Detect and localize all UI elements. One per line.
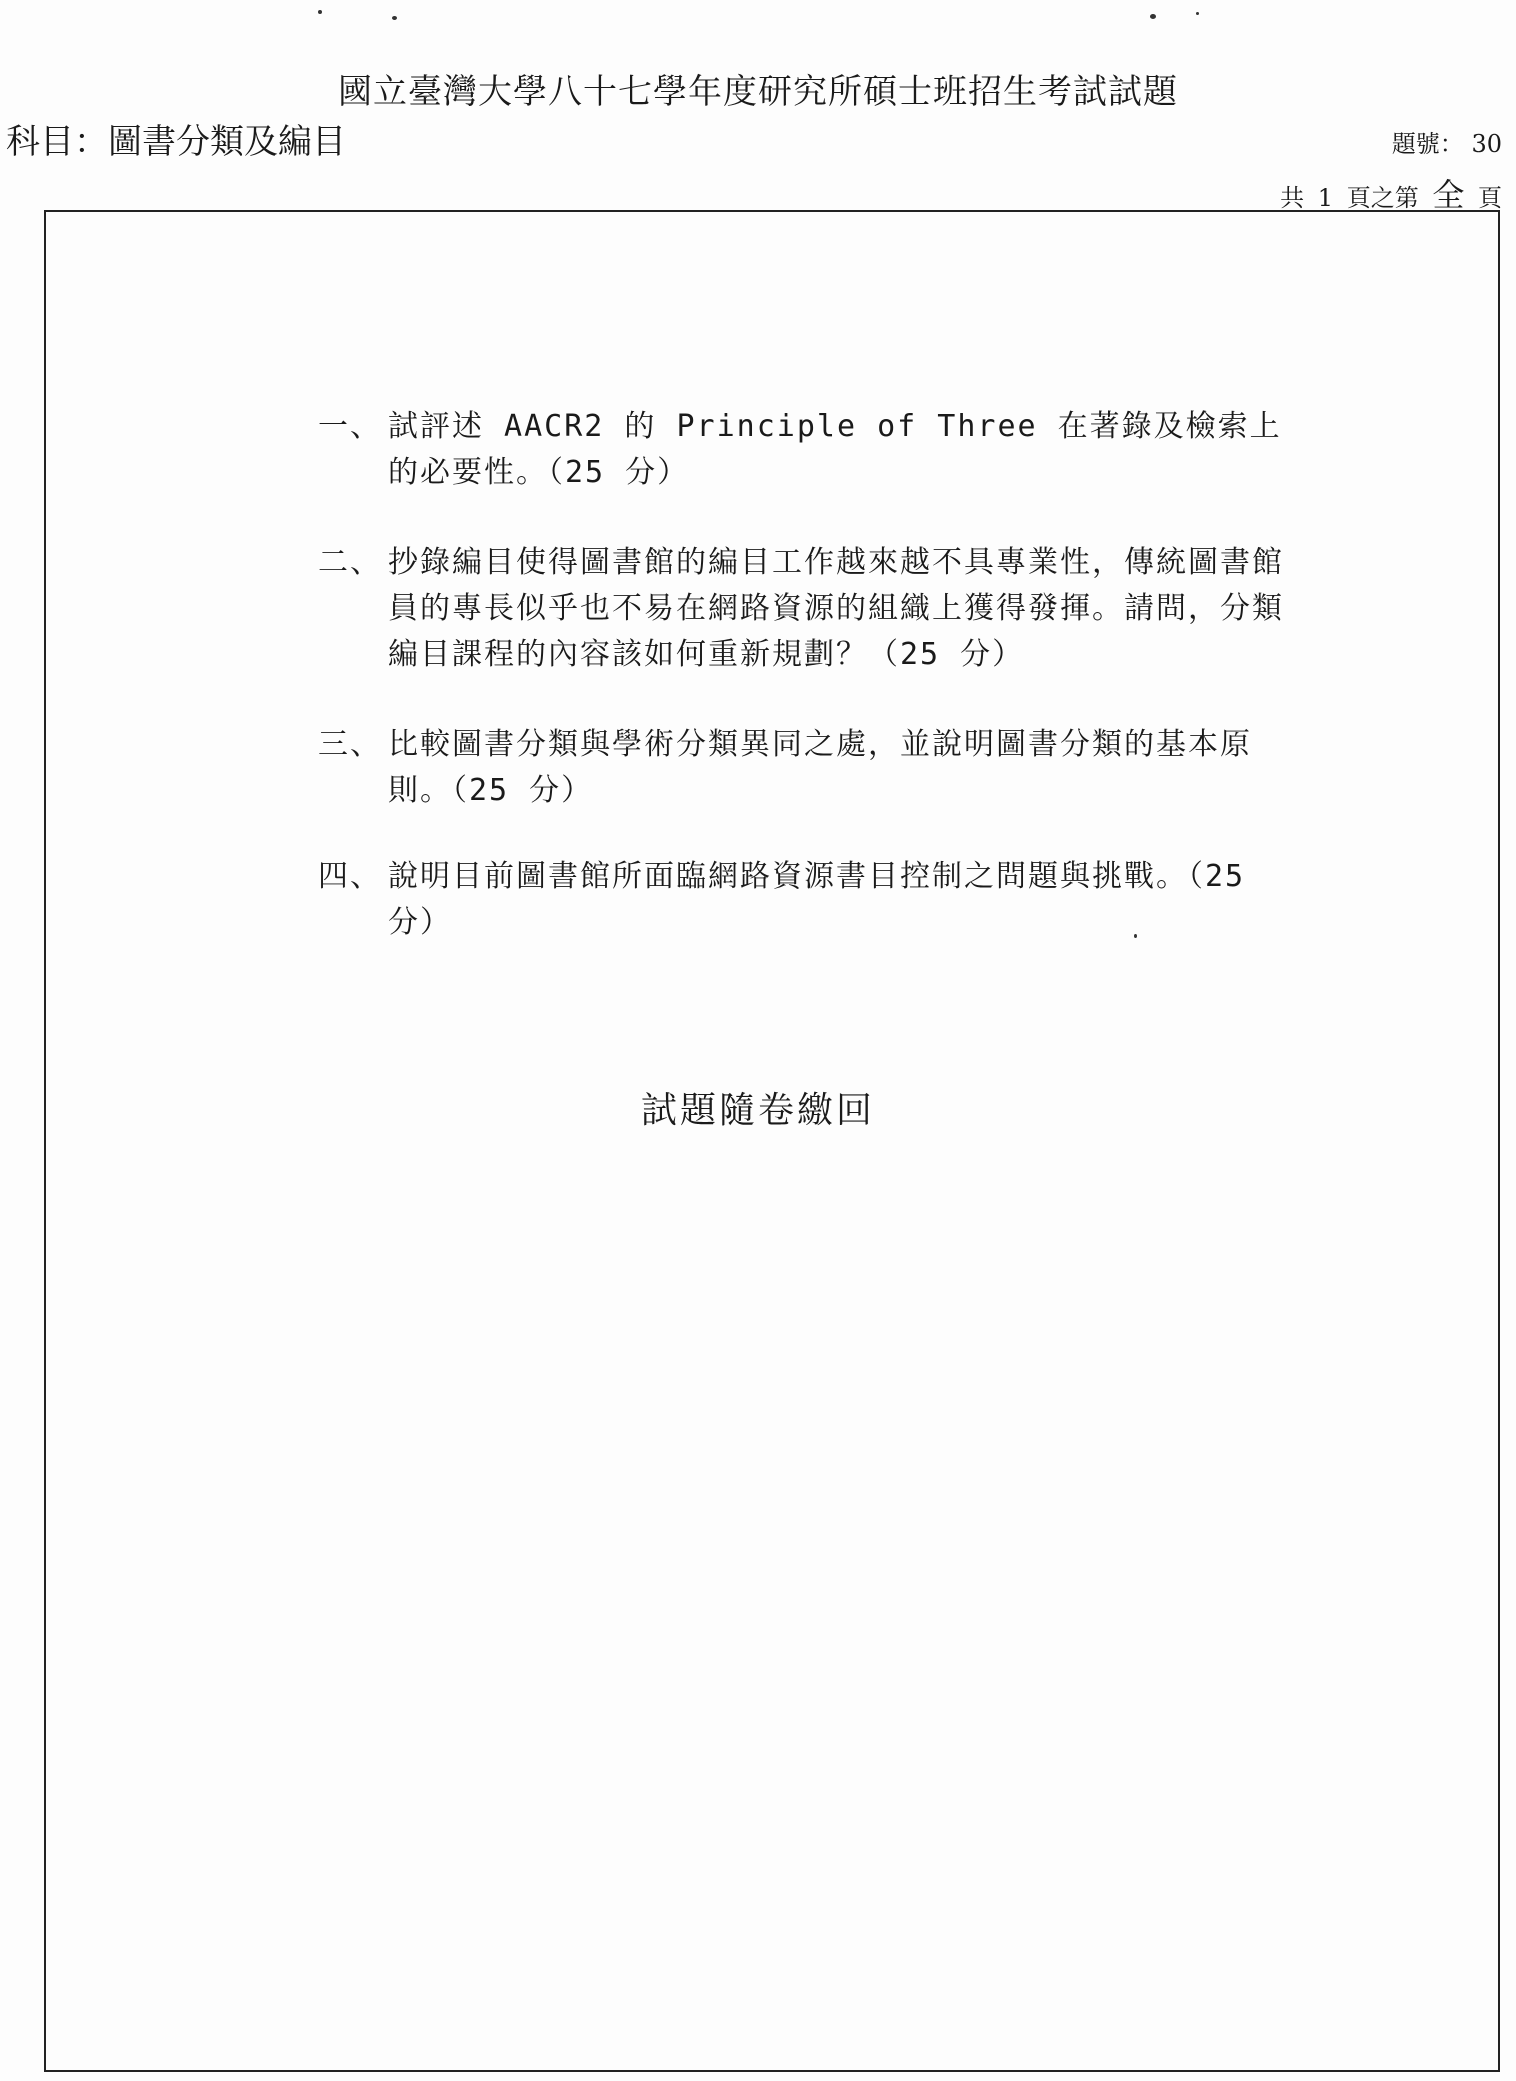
question-text: 抄錄編目使得圖書館的編目工作越來越不具專業性，傳統圖書館員的專長似乎也不易在網路資源的組織上獲得發揮。請問，分類編目課程的內容該如何重新規劃？（25 分） <box>388 545 1284 672</box>
exam-title: 國立臺灣大學八十七學年度研究所碩士班招生考試試題 <box>338 72 1178 112</box>
scan-speck <box>1196 12 1199 15</box>
return-notice: 試題隨卷繳回 <box>640 1090 875 1131</box>
subject-line: 科目：圖書分類及編目 <box>6 122 346 162</box>
exam-number-value: 30 <box>1471 130 1502 158</box>
question-1 <box>318 404 1308 496</box>
question-text: 說明目前圖書館所面臨網路資源書目控制之問題與挑戰。（25 分） <box>388 859 1246 940</box>
question-marker: 二、 <box>318 545 382 580</box>
question-marker: 四、 <box>318 859 382 894</box>
question-4 <box>318 854 1308 946</box>
page-total: 1 <box>1317 184 1334 212</box>
question-marker: 三、 <box>318 727 382 762</box>
scan-speck <box>318 10 322 14</box>
page-middle: 頁之第 <box>1346 184 1419 212</box>
question-marker: 一、 <box>318 409 382 444</box>
question-text: 比較圖書分類與學術分類異同之處，並說明圖書分類的基本原則。（25 分） <box>388 727 1252 808</box>
question-text: 試評述 AACR2 的 Principle of Three 在著錄及檢索上的必要性。（25 分） <box>388 409 1282 490</box>
question-3 <box>318 722 1308 814</box>
page-suffix: 頁 <box>1478 184 1502 212</box>
scan-speck <box>392 16 397 20</box>
exam-number-label: 題號： <box>1391 130 1464 158</box>
scan-speck <box>1150 14 1156 19</box>
page-prefix: 共 <box>1280 184 1305 212</box>
exam-number <box>1392 124 1502 159</box>
page-current: 全 <box>1432 176 1465 214</box>
question-2 <box>318 540 1308 678</box>
